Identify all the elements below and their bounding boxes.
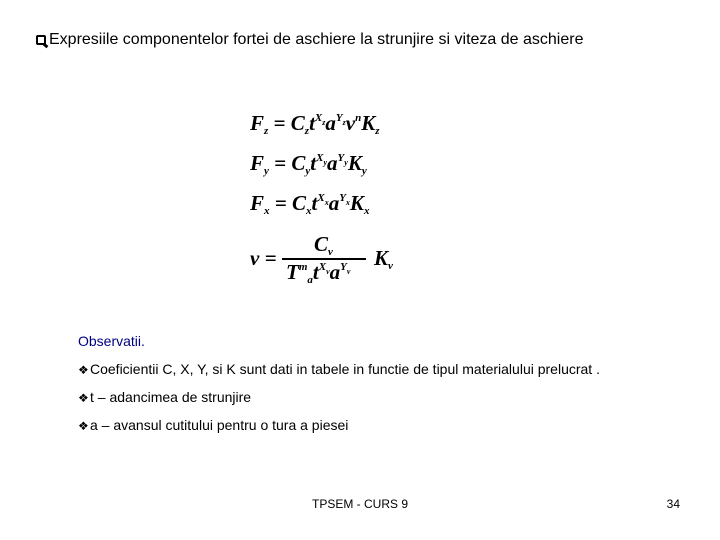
slide-title	[36, 30, 696, 50]
q-bullet-icon	[36, 35, 46, 45]
note-item: ❖a – avansul cutitului pentru o tura a piesei	[78, 417, 349, 433]
diamond-bullet-icon: ❖	[78, 419, 89, 433]
observations-title: Observatii.	[78, 333, 145, 349]
note-item: ❖Coeficientii C, X, Y, si K sunt dati in tabele in functie de tipul materialului prelucrat .	[78, 361, 600, 377]
formula-fy: $F_y = C_yt^{X_y}a^{Y_y}K_y$	[250, 151, 367, 177]
slide-title-text: Expresiile componentelor fortei de aschiere la strunjire si viteza de aschiere	[49, 31, 584, 48]
note-item: ❖t – adancimea de strunjire	[78, 389, 252, 405]
formula-fx: $F_x = C_xt^{X_x}a^{Y_x}K_x$	[250, 191, 370, 217]
formula-fz: $F_z = C_zt^{X_z}a^{Y_z}v^nK_z$	[250, 111, 380, 137]
diamond-bullet-icon: ❖	[78, 363, 89, 377]
page-number: 34	[666, 497, 680, 511]
notes-list	[78, 360, 678, 444]
diamond-bullet-icon: ❖	[78, 391, 89, 405]
formula-block: $F_z = C_zt^{X_z}a^{Y_z}v^nK_z$ $F_y = C_yt^{X_y}a^{Y_y}K_y$ $F_x = C_xt^{X_x}a^{Y_x}K_x$ v = $C_v$ $T^m_at^{X_v}a^{Y_v}$ $K_v$	[250, 106, 490, 296]
footer-text: TPSEM - CURS 9	[311, 497, 408, 511]
